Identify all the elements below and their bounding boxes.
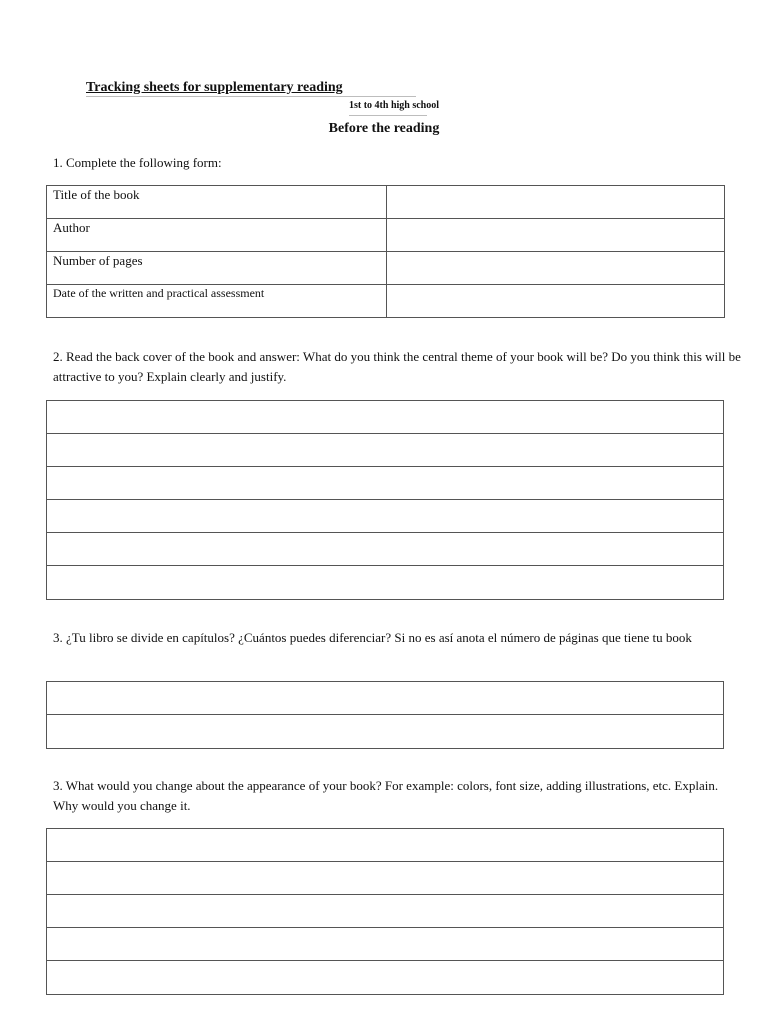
assessment-date-field[interactable] (387, 285, 725, 318)
form-row (47, 186, 725, 219)
answer-line[interactable] (47, 682, 723, 715)
form-label-assessment-date: Date of the written and practical assessment (53, 286, 265, 300)
form-label-title: Title of the book (53, 187, 140, 202)
question-2-answer-box (46, 400, 724, 600)
form-label-author: Author (53, 220, 90, 235)
form-label-cell (47, 186, 387, 219)
answer-line[interactable] (47, 928, 723, 961)
section-heading: Before the reading (328, 121, 440, 136)
form-row (47, 285, 725, 318)
title-underline (86, 96, 416, 97)
book-title-field[interactable] (387, 186, 725, 219)
answer-line[interactable] (47, 401, 723, 434)
answer-line[interactable] (47, 467, 723, 500)
subtitle-underline (349, 115, 427, 116)
author-field[interactable] (387, 219, 725, 252)
answer-line[interactable] (47, 829, 723, 862)
answer-line[interactable] (47, 715, 723, 748)
question-4-answer-box (46, 828, 724, 995)
form-row (47, 219, 725, 252)
number-of-pages-field[interactable] (387, 252, 725, 285)
form-label-cell (47, 285, 387, 318)
question-2-text: 2. Read the back cover of the book and answer: What do you think the central theme of your book will be? Do you think this will be attractive to you? Explain clearly and justify. (53, 349, 741, 384)
question-3-text: 3. ¿Tu libro se divide en capítulos? ¿Cuántos puedes diferenciar? Si no es así anota el número de páginas que tiene tu book (53, 630, 692, 645)
book-info-form (46, 185, 725, 318)
answer-line[interactable] (47, 895, 723, 928)
answer-line[interactable] (47, 961, 723, 994)
answer-line[interactable] (47, 566, 723, 599)
answer-line[interactable] (47, 533, 723, 566)
answer-line[interactable] (47, 434, 723, 467)
document-title: Tracking sheets for supplementary reading (86, 80, 343, 95)
form-label-cell (47, 219, 387, 252)
question-4-text: 3. What would you change about the appearance of your book? For example: colors, font size, adding illustrations, etc. Explain. Why would you change it. (53, 778, 719, 813)
answer-line[interactable] (47, 500, 723, 533)
question-1-text: 1. Complete the following form: (53, 155, 222, 170)
answer-line[interactable] (47, 862, 723, 895)
document-subtitle: 1st to 4th high school (349, 100, 440, 111)
form-label-cell (47, 252, 387, 285)
form-row (47, 252, 725, 285)
form-label-pages: Number of pages (53, 253, 143, 268)
question-3-answer-box (46, 681, 724, 749)
